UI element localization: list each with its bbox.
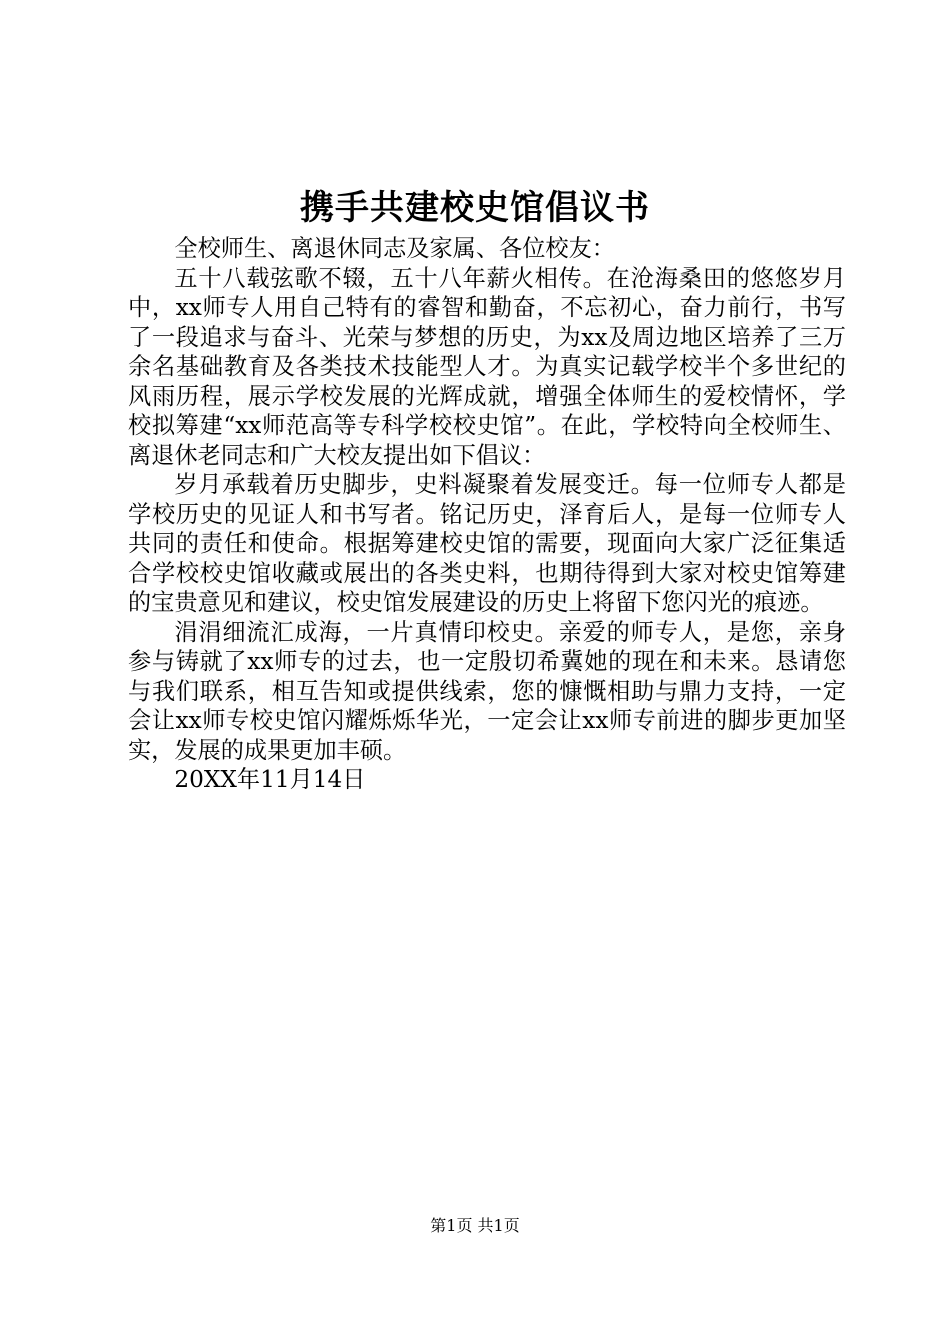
document-title: 携手共建校史馆倡议书 (300, 188, 650, 228)
document-date: 20XX年11月14日 (174, 766, 366, 793)
salutation: 全校师生、离退休同志及家属、各位校友： (174, 235, 615, 262)
page-footer: 第1页 共1页 (430, 1216, 520, 1235)
document-body (128, 234, 846, 795)
paragraph-3: 涓涓细流汇成海，一片真情印校史。亲爱的师专人，是您，亲身参与铸就了xx师专的过去，也一定殷切希冀她的现在和未来。恳请您与我们联系，相互告知或提供线索，您的慷慨相助与鼎力支持，一定会让xx师专校史馆闪耀烁烁华光，一定会让xx师专前进的脚步更加坚实，发展的成果更加丰硕。 (128, 618, 846, 764)
paragraph-1: 五十八载弦歌不辍，五十八年薪火相传。在沧海桑田的悠悠岁月中，xx师专人用自己特有的睿智和勤奋，不忘初心，奋力前行，书写了一段追求与奋斗、光荣与梦想的历史，为xx及周边地区培养了三万余名基础教育及各类技术技能型人才。为真实记载学校半个多世纪的风雨历程，展示学校发展的光辉成就，增强全体师生的爱校情怀，学校拟筹建“xx师范高等专科学校校史馆”。在此，学校特向全校师生、离退休老同志和广大校友提出如下倡议： (128, 264, 846, 469)
paragraph-2: 岁月承载着历史脚步，史料凝聚着发展变迁。每一位师专人都是学校历史的见证人和书写者。铭记历史，泽育后人，是每一位师专人共同的责任和使命。根据筹建校史馆的需要，现面向大家广泛征集适合学校校史馆收藏或展出的各类史料，也期待得到大家对校史馆筹建的宝贵意见和建议，校史馆发展建设的历史上将留下您闪光的痕迹。 (128, 471, 846, 616)
